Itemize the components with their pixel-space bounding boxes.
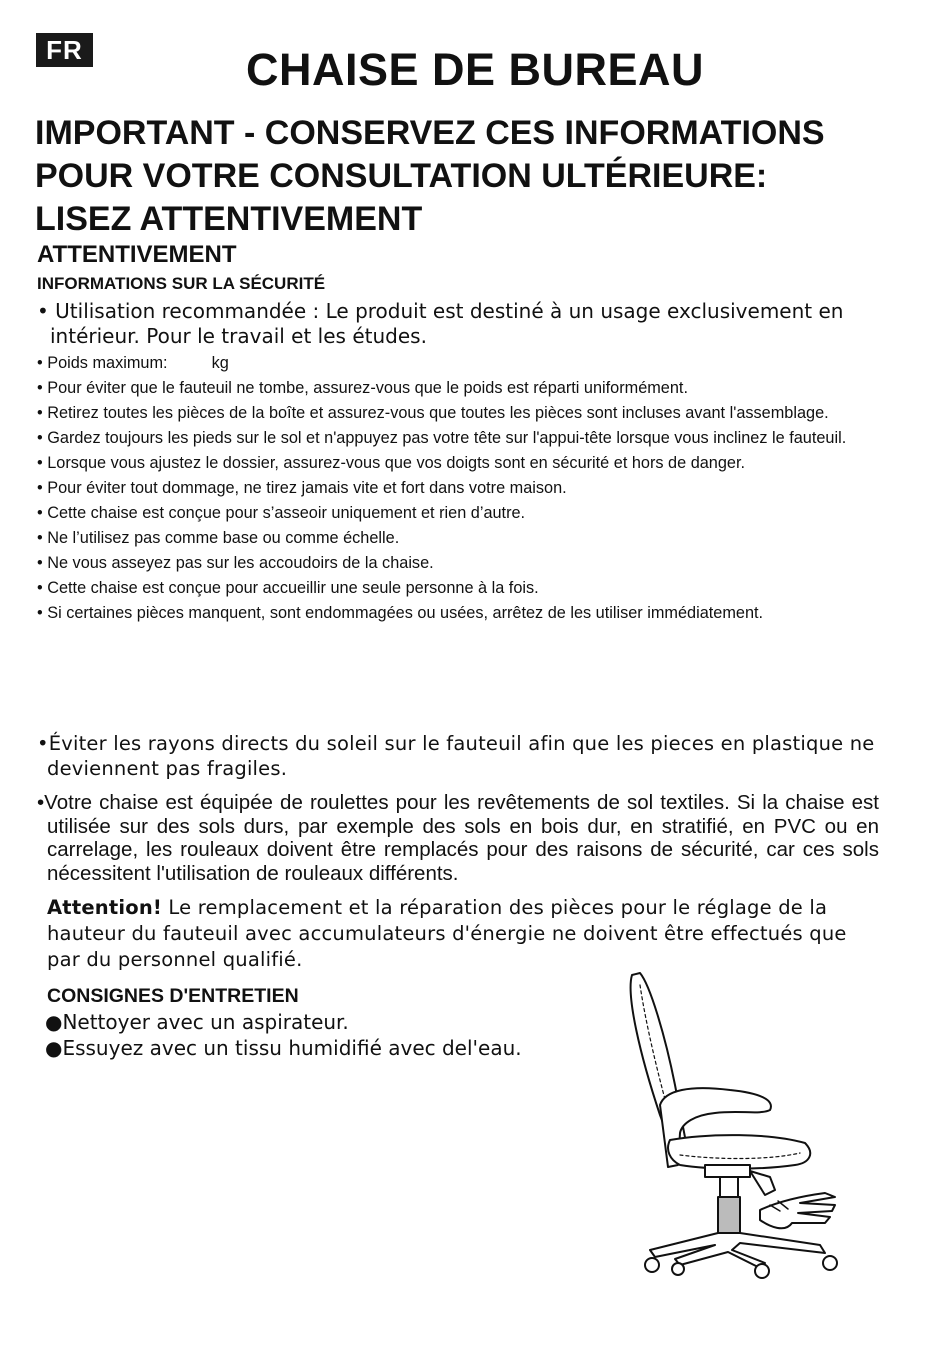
list-item: • Pour éviter que le fauteuil ne tombe, assurez-vous que le poids est réparti uniformément. <box>37 379 688 397</box>
office-chair-height-lever-icon <box>620 965 860 1280</box>
important-notice <box>35 112 915 241</box>
important-line: POUR VOTRE CONSULTATION ULTÉRIEURE: <box>35 157 768 195</box>
attention-label: Attention! <box>47 896 163 919</box>
list-item: • Ne l’utilisez pas comme base ou comme échelle. <box>37 529 400 547</box>
sunlight-warning: •Éviter les rayons directs du soleil sur le fauteuil afin que les pieces en plastique ne deviennent pas fragiles. <box>37 732 875 780</box>
casters-paragraph: •Votre chaise est équipée de roulettes pour les revêtements de sol textiles. Si la chaise est utilisée sur des sols durs, par exemple des sols en bois dur, en stratifié, en PVC ou en carrelage, les rouleaux doivent être remplacés pour des raisons de sécurité, car ces sols nécessitent l'utilisation de rouleaux différents. <box>37 791 879 885</box>
care-list <box>45 1009 522 1061</box>
list-item: • Si certaines pièces manquent, sont endommagées ou usées, arrêtez de les utiliser immédiatement. <box>37 604 764 622</box>
list-item: • Retirez toutes les pièces de la boîte et assurez-vous que toutes les pièces sont incluses avant l'assemblage. <box>37 404 829 422</box>
language-badge: FR <box>36 33 93 67</box>
weight-unit: kg <box>211 354 229 372</box>
list-item <box>37 351 887 376</box>
safety-list <box>37 351 887 626</box>
care-heading: CONSIGNES D'ENTRETIEN <box>47 985 299 1007</box>
list-item: • Gardez toujours les pieds sur le sol et n'appuyez pas votre tête sur l'appui-tête lorsque vous inclinez le fauteuil. <box>37 429 847 447</box>
recommended-use-bullet: • Utilisation recommandée : Le produit est destiné à un usage exclusivement en intérieur. Pour le travail et les études. <box>37 299 844 348</box>
weight-label: • Poids maximum: <box>37 354 168 372</box>
list-item: • Lorsque vous ajustez le dossier, assurez-vous que vos doigts sont en sécurité et hors de danger. <box>37 454 746 472</box>
list-item: ●Nettoyer avec un aspirateur. <box>45 1010 349 1034</box>
safety-subheading: INFORMATIONS SUR LA SÉCURITÉ <box>37 274 326 293</box>
list-item: • Pour éviter tout dommage, ne tirez jamais vite et fort dans votre maison. <box>37 479 567 497</box>
important-line: IMPORTANT - CONSERVEZ CES INFORMATIONS <box>35 114 825 152</box>
attention-note <box>47 895 877 973</box>
list-item: ●Essuyez avec un tissu humidifié avec del'eau. <box>45 1036 522 1060</box>
list-item: • Ne vous asseyez pas sur les accoudoirs de la chaise. <box>37 554 434 572</box>
list-item: • Cette chaise est conçue pour s’asseoir uniquement et rien d’autre. <box>37 504 526 522</box>
attention-text: Le remplacement et la réparation des pièces pour le réglage de la hauteur du fauteuil avec accumulateurs d'énergie ne doivent être effectués que par du personnel qualifié. <box>47 896 847 971</box>
section-heading: ATTENTIVEMENT <box>37 241 237 268</box>
list-item: • Cette chaise est conçue pour accueillir une seule personne à la fois. <box>37 579 539 597</box>
important-line: LISEZ ATTENTIVEMENT <box>35 200 423 238</box>
document-title: CHAISE DE BUREAU <box>245 44 705 95</box>
